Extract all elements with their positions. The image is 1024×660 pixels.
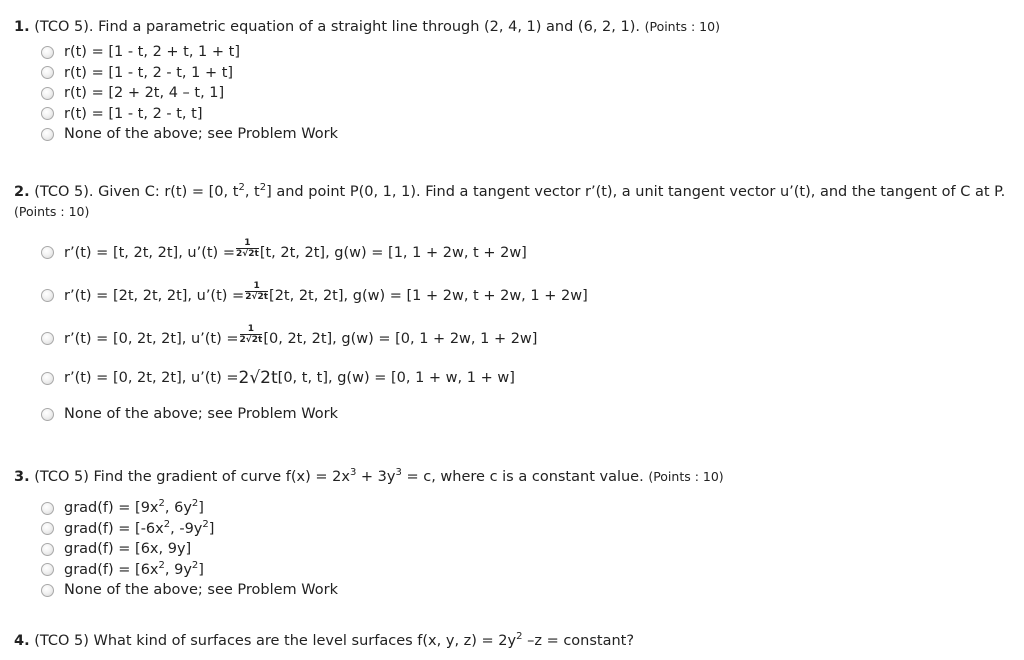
radio-button[interactable] — [41, 66, 54, 79]
option-label: r’(t) = [t, 2t, 2t], u’(t) = — [64, 244, 235, 261]
exponent: 3 — [349, 467, 357, 479]
question-2 — [14, 183, 1009, 222]
radio-button[interactable] — [41, 563, 54, 576]
fraction — [240, 325, 263, 345]
question-text — [34, 184, 1005, 200]
question-number: 3. — [14, 469, 30, 485]
fraction-numerator: 1 — [247, 323, 255, 334]
points-label: (Points : 10) — [648, 469, 724, 484]
radio-button[interactable] — [41, 332, 54, 345]
radio-button[interactable] — [41, 584, 54, 597]
question-number: 1. — [14, 19, 30, 35]
option-label: None of the above; see Problem Work — [64, 582, 338, 599]
text-part: ] — [198, 500, 204, 517]
text-part: , 6y — [164, 500, 192, 517]
exponent: 3 — [395, 467, 402, 479]
option-label: [0, t, t], g(w) = [0, 1 + w, 1 + w] — [277, 370, 515, 386]
answer-option[interactable] — [41, 396, 588, 432]
option-label — [64, 559, 204, 578]
exponent: 2 — [202, 518, 209, 530]
exponent: 2 — [238, 182, 245, 194]
answer-option[interactable] — [41, 231, 588, 274]
option-label: r(t) = [2 + 2t, 4 – t, 1] — [64, 85, 225, 102]
option-label: r(t) = [1 - t, 2 - t, t] — [64, 105, 203, 122]
answer-option[interactable] — [41, 498, 338, 519]
fraction — [245, 282, 268, 302]
answer-option[interactable] — [41, 124, 338, 145]
text-part: (TCO 5) Find the gradient of curve f(x) = 2x — [34, 469, 350, 485]
exponent: 2 — [191, 559, 199, 571]
option-label: None of the above; see Problem Work — [64, 126, 338, 143]
radio-button[interactable] — [41, 543, 54, 556]
exponent: 2 — [191, 498, 199, 510]
question-1-options — [41, 42, 338, 145]
answer-option[interactable] — [41, 360, 588, 396]
fraction-denominator: 2√2t — [245, 291, 269, 302]
question-text — [34, 633, 634, 649]
text-part: grad(f) = [6x — [64, 561, 159, 578]
option-label: r(t) = [1 - t, 2 - t, 1 + t] — [64, 64, 234, 81]
radio-button[interactable] — [41, 408, 54, 421]
option-label — [64, 518, 215, 537]
answer-option[interactable] — [41, 83, 338, 104]
exponent: 2 — [158, 498, 165, 510]
option-label: None of the above; see Problem Work — [64, 406, 338, 422]
radio-button[interactable] — [41, 246, 54, 259]
exponent: 2 — [516, 631, 523, 643]
question-text — [34, 469, 643, 485]
question-3 — [14, 467, 1009, 487]
question-2-options — [41, 231, 588, 432]
radio-button[interactable] — [41, 128, 54, 141]
answer-option[interactable] — [41, 104, 338, 125]
text-part: ] and point P(0, 1, 1). Find a tangent vector r’(t), a unit tangent vector u’(t), and the tangent of C at P. — [266, 184, 1006, 200]
exponent: 2 — [259, 182, 267, 194]
exponent: 2 — [158, 559, 165, 571]
answer-option[interactable] — [41, 63, 338, 84]
option-label: grad(f) = [6x, 9y] — [64, 541, 192, 558]
text-part: grad(f) = [9x — [64, 500, 159, 517]
answer-option[interactable] — [41, 42, 338, 63]
text-part: = c, where c is a constant value. — [401, 469, 644, 485]
text-part: grad(f) = [-6x — [64, 520, 164, 537]
text-part: , -9y — [170, 520, 203, 537]
radio-button[interactable] — [41, 289, 54, 302]
answer-option[interactable] — [41, 580, 338, 601]
option-label: r’(t) = [2t, 2t, 2t], u’(t) = — [64, 287, 245, 304]
radio-button[interactable] — [41, 46, 54, 59]
question-number: 2. — [14, 184, 30, 200]
text-part: –z = constant? — [522, 633, 635, 649]
points-label: (Points : 10) — [644, 19, 720, 34]
text-part: (TCO 5). Given C: r(t) = [0, t — [34, 184, 239, 200]
fraction-denominator: 2√2t — [235, 248, 259, 259]
answer-option[interactable] — [41, 560, 338, 581]
answer-option[interactable] — [41, 317, 588, 360]
radio-button[interactable] — [41, 502, 54, 515]
answer-option[interactable] — [41, 274, 588, 317]
expression: 2√2t — [238, 368, 278, 388]
question-4 — [14, 632, 1009, 651]
answer-option[interactable] — [41, 519, 338, 540]
fraction-numerator: 1 — [253, 280, 260, 291]
answer-option[interactable] — [41, 539, 338, 560]
fraction — [236, 239, 259, 259]
option-label: [0, 2t, 2t], g(w) = [0, 1 + 2w, 1 + 2w] — [263, 330, 538, 347]
option-label: [t, 2t, 2t], g(w) = [1, 1 + 2w, t + 2w] — [259, 244, 527, 261]
question-text: (TCO 5). Find a parametric equation of a straight line through (2, 4, 1) and (6, 2, 1). — [34, 19, 640, 35]
radio-button[interactable] — [41, 522, 54, 535]
option-label — [64, 500, 204, 516]
option-label: r’(t) = [0, 2t, 2t], u’(t) = — [64, 330, 239, 347]
radio-button[interactable] — [41, 87, 54, 100]
question-number: 4. — [14, 633, 30, 649]
radio-button[interactable] — [41, 372, 54, 385]
question-1 — [14, 17, 1009, 37]
option-label: [2t, 2t, 2t], g(w) = [1 + 2w, t + 2w, 1 + 2w] — [269, 287, 588, 304]
text-part: , t — [244, 184, 260, 200]
points-label: (Points : 10) — [14, 204, 90, 219]
radio-button[interactable] — [41, 107, 54, 120]
option-label: r(t) = [1 - t, 2 + t, 1 + t] — [64, 44, 240, 61]
fraction-numerator: 1 — [244, 237, 251, 248]
exponent: 2 — [163, 518, 171, 530]
text-part: (TCO 5) What kind of surfaces are the level surfaces f(x, y, z) = 2y — [34, 633, 517, 649]
option-label: r’(t) = [0, 2t, 2t], u’(t) = — [64, 370, 239, 386]
text-part: ] — [208, 520, 215, 537]
text-part: ] — [198, 561, 204, 578]
text-part: + 3y — [356, 469, 396, 485]
question-3-options — [41, 498, 338, 601]
text-part: , 9y — [164, 561, 192, 578]
fraction-denominator: 2√2t — [239, 334, 263, 345]
